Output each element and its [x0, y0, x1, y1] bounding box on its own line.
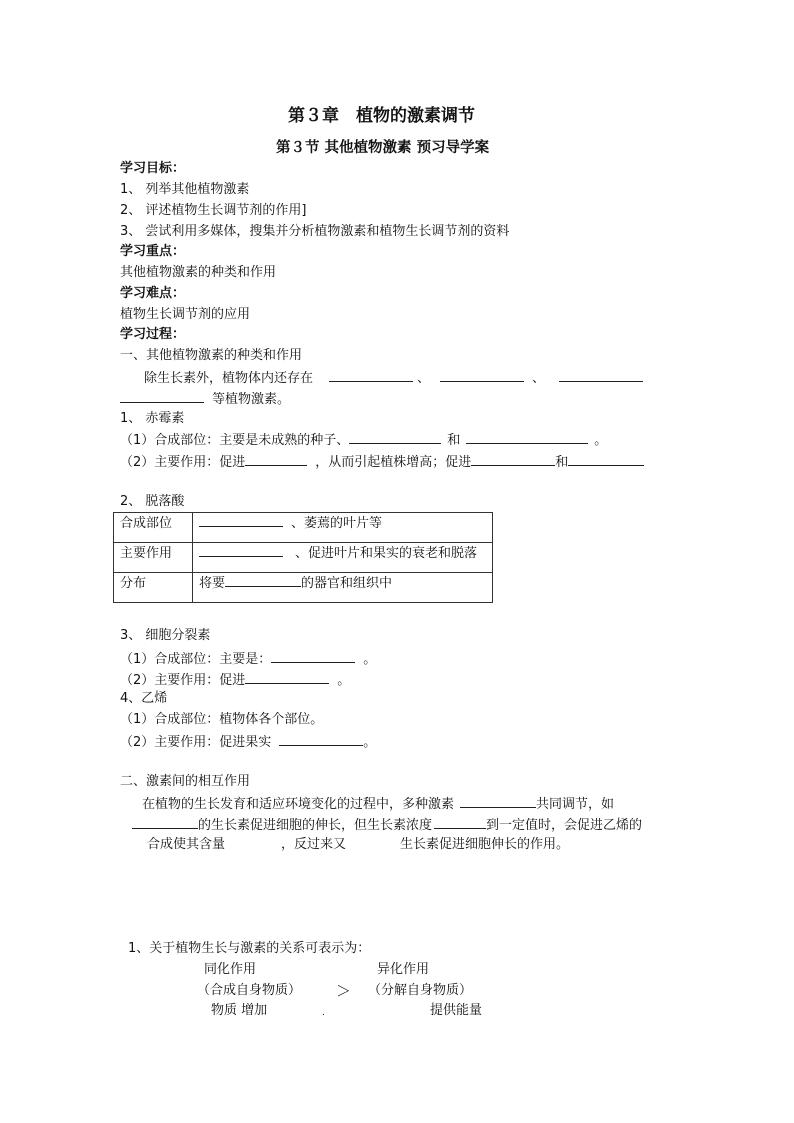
answer-blank[interactable]: [471, 452, 555, 466]
exercise-question: 1、关于植物生长与激素的关系可表示为：: [128, 941, 371, 956]
table-value: [193, 543, 493, 573]
cytokinin-heading: 3、 细胞分裂素: [120, 628, 211, 643]
goal-item: 2、 评述植物生长调节剂的作用]: [120, 203, 307, 218]
answer-blank[interactable]: [460, 794, 536, 808]
line-text: （1）合成部位：主要是未成熟的种子、: [120, 433, 350, 448]
line-text: （1）合成部位：主要是：: [120, 652, 272, 667]
ethylene-line2: [120, 732, 376, 752]
line-text: 到一定值时，会促进乙烯的: [486, 818, 643, 833]
line-text: （2）主要作用：促进: [120, 455, 246, 470]
relation-symbol: ＞: [336, 982, 352, 1000]
ethylene-heading: 4、乙烯: [120, 691, 168, 706]
left-label: 同化作用: [204, 962, 257, 977]
key-point-text: 其他植物激素的种类和作用: [120, 265, 277, 280]
cytokinin-line2: [120, 670, 350, 690]
line-text: 在植物的生长发育和适应环境变化的过程中，多种激素: [142, 797, 455, 812]
part2-heading: 二、激素间的相互作用: [120, 774, 251, 789]
table-value: [193, 513, 493, 543]
intro-end: 等植物激素。: [212, 392, 291, 407]
gibberellin-line1: [120, 430, 607, 450]
part1-intro-line1: [144, 368, 643, 388]
answer-blank[interactable]: [466, 430, 588, 444]
line-text: （2）主要作用：促进: [120, 673, 246, 688]
table-row: [114, 543, 493, 573]
part2-line2: [132, 815, 642, 835]
part2-line3: [147, 836, 569, 854]
dot-mark: .: [322, 1008, 325, 1018]
table-label: 分布: [114, 573, 193, 603]
answer-blank[interactable]: [568, 452, 644, 466]
line-text: 生长素促进细胞伸长的作用。: [400, 837, 570, 852]
difficulty-heading: 学习难点：: [120, 286, 186, 301]
cell-text: 的器官和组织中: [301, 576, 393, 591]
right-result: 提供能量: [430, 1003, 483, 1018]
answer-blank[interactable]: [329, 368, 413, 382]
cytokinin-line1: [120, 649, 376, 669]
table-label: 合成部位: [114, 513, 193, 543]
line-text: 共同调节，如: [536, 797, 615, 812]
intro-text: 除生长素外，植物体内还存在: [144, 371, 314, 386]
line-text: 和: [555, 455, 569, 470]
answer-blank[interactable]: [245, 670, 329, 684]
line-text: ，从而引起植株增高；促进: [315, 455, 472, 470]
line-text: （2）主要作用：促进果实: [120, 735, 272, 750]
gibberellin-heading: 1、 赤霉素: [120, 411, 185, 426]
process-heading: 学习过程：: [120, 327, 186, 342]
part2-line1: [142, 794, 614, 814]
left-result: 物质 增加: [211, 1003, 268, 1018]
table-row: [114, 573, 493, 603]
line-text: ，反过来又: [281, 837, 347, 852]
abscisic-table: [113, 512, 493, 603]
right-label: 异化作用: [377, 962, 430, 977]
part1-intro-line2: [120, 389, 290, 409]
difficulty-text: 植物生长调节剂的应用: [120, 307, 251, 322]
answer-blank[interactable]: [199, 543, 283, 557]
goal-item: 3、 尝试利用多媒体，搜集并分析植物激素和植物生长调节剂的资料: [120, 224, 510, 239]
answer-blank[interactable]: [120, 389, 204, 403]
page-subtitle: 第３节 其他植物激素 预习导学案: [276, 139, 490, 156]
line-text: 。: [363, 652, 377, 667]
goals-heading: 学习目标：: [120, 161, 186, 176]
line-text: 。: [594, 433, 608, 448]
table-value: [193, 573, 493, 603]
left-paren: （合成自身物质）: [197, 983, 302, 998]
goal-item: 1、 列举其他植物激素: [120, 182, 250, 197]
cell-text: 、萎蔫的叶片等: [291, 516, 383, 531]
gibberellin-line2: [120, 452, 644, 472]
separator: 、: [532, 371, 546, 386]
ethylene-line1: （1）合成部位：植物体各个部位。: [120, 712, 324, 727]
answer-blank[interactable]: [279, 732, 363, 746]
line-text: 。: [363, 735, 377, 750]
abscisic-heading: 2、 脱落酸: [120, 494, 185, 509]
answer-blank[interactable]: [271, 649, 355, 663]
page-title: 第３章 植物的激素调节: [288, 106, 475, 126]
line-text: 的生长素促进细胞的伸长，但生长素浓度: [198, 818, 433, 833]
cell-text: 将要: [199, 576, 226, 591]
answer-blank[interactable]: [440, 368, 524, 382]
answer-blank[interactable]: [225, 573, 301, 587]
right-paren: （分解自身物质）: [368, 983, 473, 998]
line-text: 。: [337, 673, 351, 688]
table-row: [114, 513, 493, 543]
separator: 、: [417, 371, 431, 386]
cell-text: 、促进叶片和果实的衰老和脱落: [295, 546, 478, 561]
answer-blank[interactable]: [132, 815, 198, 829]
key-point-heading: 学习重点：: [120, 244, 186, 259]
answer-blank[interactable]: [434, 815, 486, 829]
answer-blank[interactable]: [559, 368, 643, 382]
answer-blank[interactable]: [199, 513, 283, 527]
part1-heading: 一、其他植物激素的种类和作用: [120, 348, 303, 363]
answer-blank[interactable]: [245, 452, 307, 466]
answer-blank[interactable]: [349, 430, 441, 444]
table-label: 主要作用: [114, 543, 193, 573]
line-text: 和: [447, 433, 461, 448]
line-text: 合成使其含量: [147, 837, 226, 852]
